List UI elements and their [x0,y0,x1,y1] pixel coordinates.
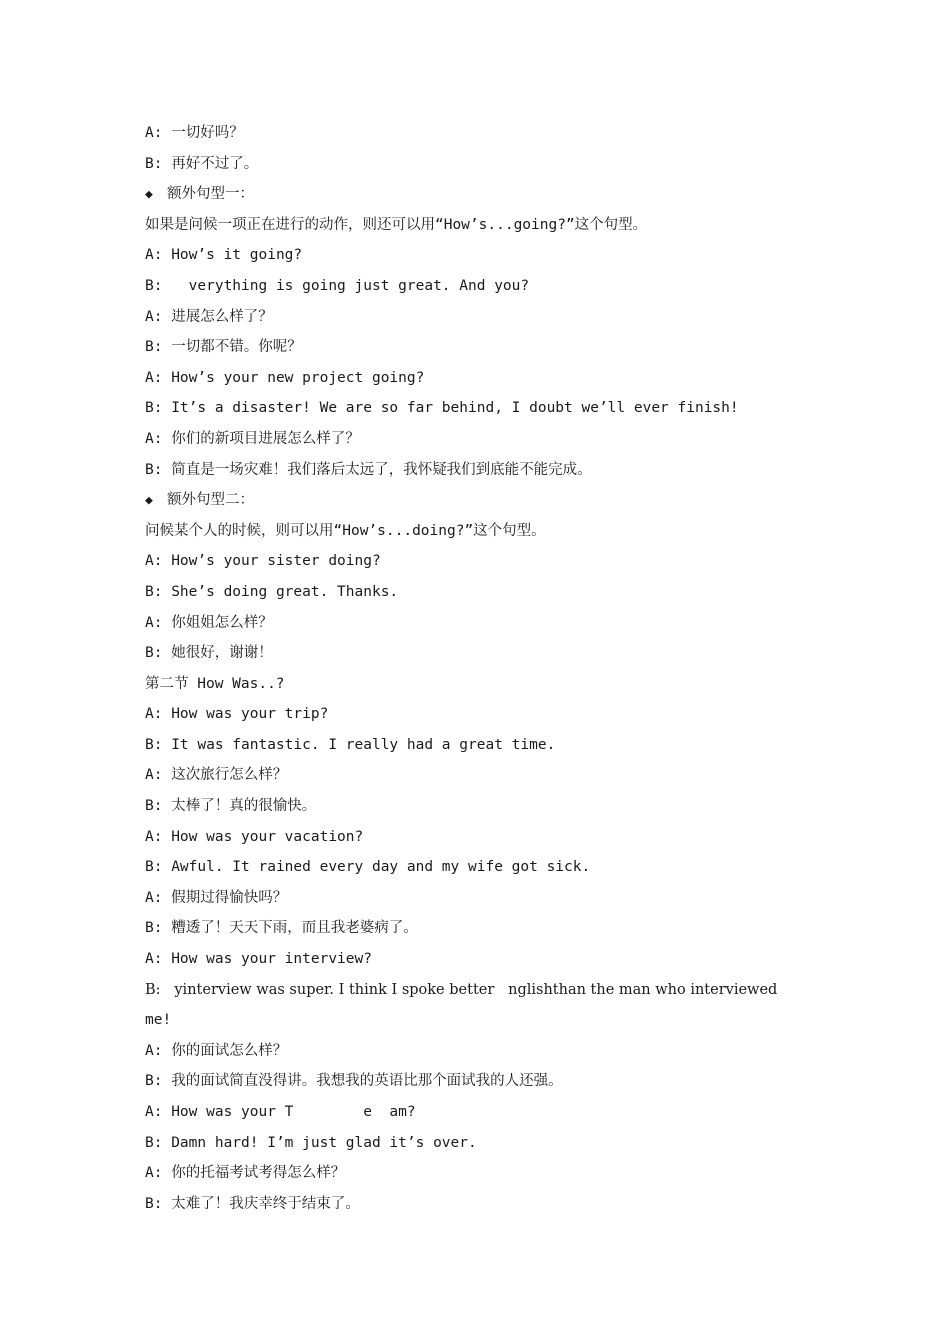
dialog-line: B: Damn hard! I’m just glad it’s over. [145,1134,477,1151]
dialog-line: A: 进展怎么样了？ [145,308,273,325]
dialog-line: B: 我的面试简直没得讲。我想我的英语比那个面试我的人还强。 [145,1073,563,1090]
bullet-heading [145,485,845,516]
heading-text: 额外句型一： [167,186,254,203]
dialog-line: A: 你姐姐怎么样？ [145,614,273,631]
diamond-bullet-icon: ◆ [145,187,153,203]
dialog-line: B: 糟透了！天天下雨，而且我老婆病了。 [145,920,418,937]
dialog-line: B: It was fantastic. I really had a great time. [145,736,556,753]
dialog-line: B: 她很好，谢谢！ [145,645,273,662]
dialog-line: B: 简直是一场灾难！我们落后太远了，我怀疑我们到底能不能完成。 [145,461,592,478]
dialog-line: A: How’s your new project going? [145,369,425,386]
dialog-line: A: How’s it going? [145,247,303,264]
dialog-line: A: 假期过得愉快吗？ [145,889,288,906]
dialog-line: B: She’s doing great. Thanks. [145,583,399,600]
dialog-line-continued: me! [145,1012,172,1029]
dialog-line: B: 太难了！我庆幸终于结束了。 [145,1195,360,1212]
dialog-line: A: How was your T e am? [145,1104,416,1120]
dialog-line: A: How was your interview? [145,951,372,968]
bullet-heading [145,179,845,210]
dialog-line: A: 这次旅行怎么样？ [145,767,288,784]
diamond-bullet-icon: ◆ [145,493,153,509]
dialog-line: B: It’s a disaster! We are so far behind, I doubt we’ll ever finish! [145,400,739,417]
document-page [145,118,845,1219]
paragraph-line: 问候某个人的时候，则可以用“How’s...doing?”这个句型。 [145,522,546,539]
dialog-line: A: How was your trip? [145,706,329,723]
dialog-line: A: How’s your sister doing? [145,553,381,570]
dialog-line: B: yinterview was super. I think I spoke better nglishthan the man who interviewed [145,981,778,998]
dialog-line: A: How was your vacation? [145,828,364,845]
dialog-line: A: 你的托福考试考得怎么样？ [145,1165,346,1182]
dialog-line: A: 你的面试怎么样？ [145,1042,288,1059]
dialog-line: B: verything is going just great. And you? [145,277,530,294]
dialog-line: B: Awful. It rained every day and my wife got sick. [145,859,591,876]
dialog-line: A: 一切好吗？ [145,125,244,141]
dialog-line: A: 你们的新项目进展怎么样了？ [145,430,360,447]
dialog-line: B: 再好不过了。 [145,155,259,172]
dialog-line: B: 一切都不错。你呢？ [145,339,302,356]
paragraph-line: 如果是问候一项正在进行的动作，则还可以用“How’s...going?”这个句型。 [145,216,648,233]
heading-text: 额外句型二： [167,492,254,509]
dialog-line: B: 太棒了！真的很愉快。 [145,798,317,815]
section-heading: 第二节 How Was..? [145,675,285,692]
